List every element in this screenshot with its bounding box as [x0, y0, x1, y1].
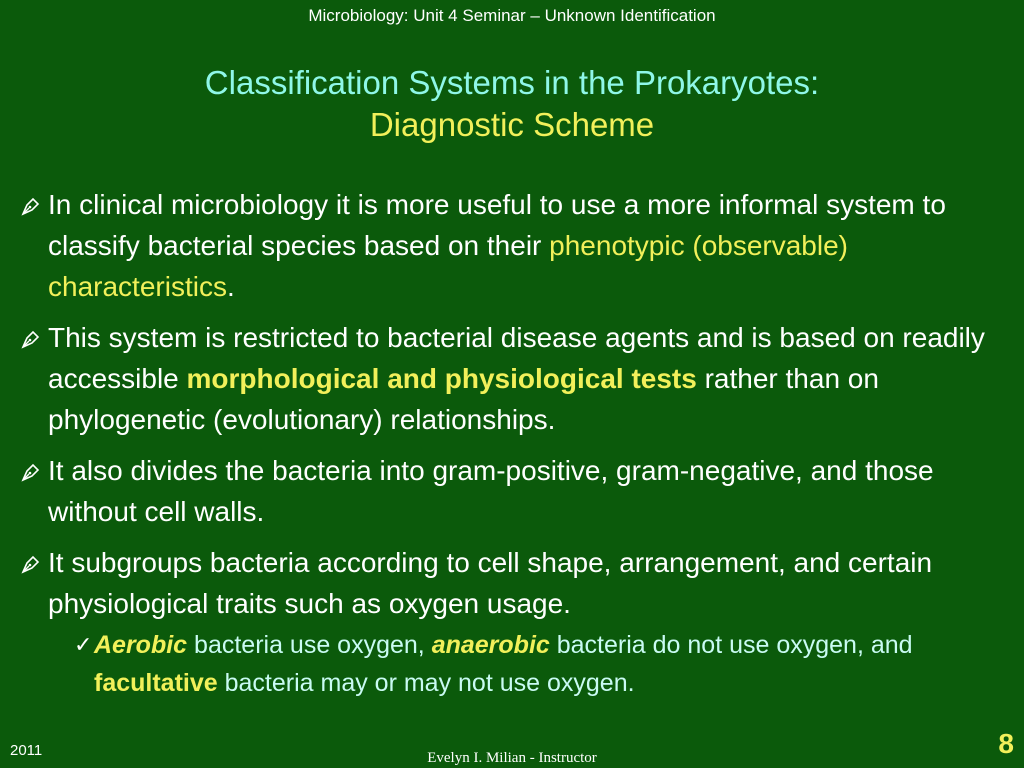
slide-content	[14, 184, 1014, 702]
slide-title	[0, 62, 1024, 146]
footer-author: Evelyn I. Milian - Instructor	[427, 750, 597, 766]
highlight-phenotypic: phenotypic (observable) characteristics	[48, 230, 848, 302]
bullet-text: It also divides the bacteria into gram-positive, gram-negative, and those without cell walls.	[48, 455, 934, 527]
checkmark-icon: ✓	[74, 632, 93, 657]
title-line-2: Diagnostic Scheme	[369, 106, 655, 143]
footer-year: 2011	[10, 742, 43, 759]
pen-nib-icon	[14, 317, 48, 349]
bullet-item	[14, 184, 1014, 307]
pen-nib-icon	[14, 450, 48, 482]
sub-bullet-text: Aerobic bacteria use oxygen, anaerobic bacteria do not use oxygen, and facultative bacteria may or may not use oxygen.	[94, 631, 913, 697]
sub-bullet-item	[74, 626, 1014, 702]
bullet-text: In clinical microbiology it is more useful to use a more informal system to classify bacterial species based on their phenotypic (observable) characteristics.	[48, 189, 946, 302]
bullet-item	[14, 450, 1014, 532]
pen-nib-icon	[14, 542, 48, 574]
page-number: 8	[998, 728, 1014, 759]
pen-nib-icon	[14, 184, 48, 216]
bullet-text: This system is restricted to bacterial disease agents and is based on readily accessible morphological and physiological tests rather than on phylogenetic (evolutionary) relationships.	[48, 322, 985, 435]
highlight-tests: morphological and physiological tests	[186, 363, 697, 394]
bullet-item	[14, 317, 1014, 440]
slide-header: Microbiology: Unit 4 Seminar – Unknown Identification	[308, 6, 716, 25]
bullet-text: It subgroups bacteria according to cell shape, arrangement, and certain physiological traits such as oxygen usage.	[48, 547, 933, 619]
title-line-1: Classification Systems in the Prokaryotes:	[204, 64, 820, 101]
bullet-item	[14, 542, 1014, 624]
